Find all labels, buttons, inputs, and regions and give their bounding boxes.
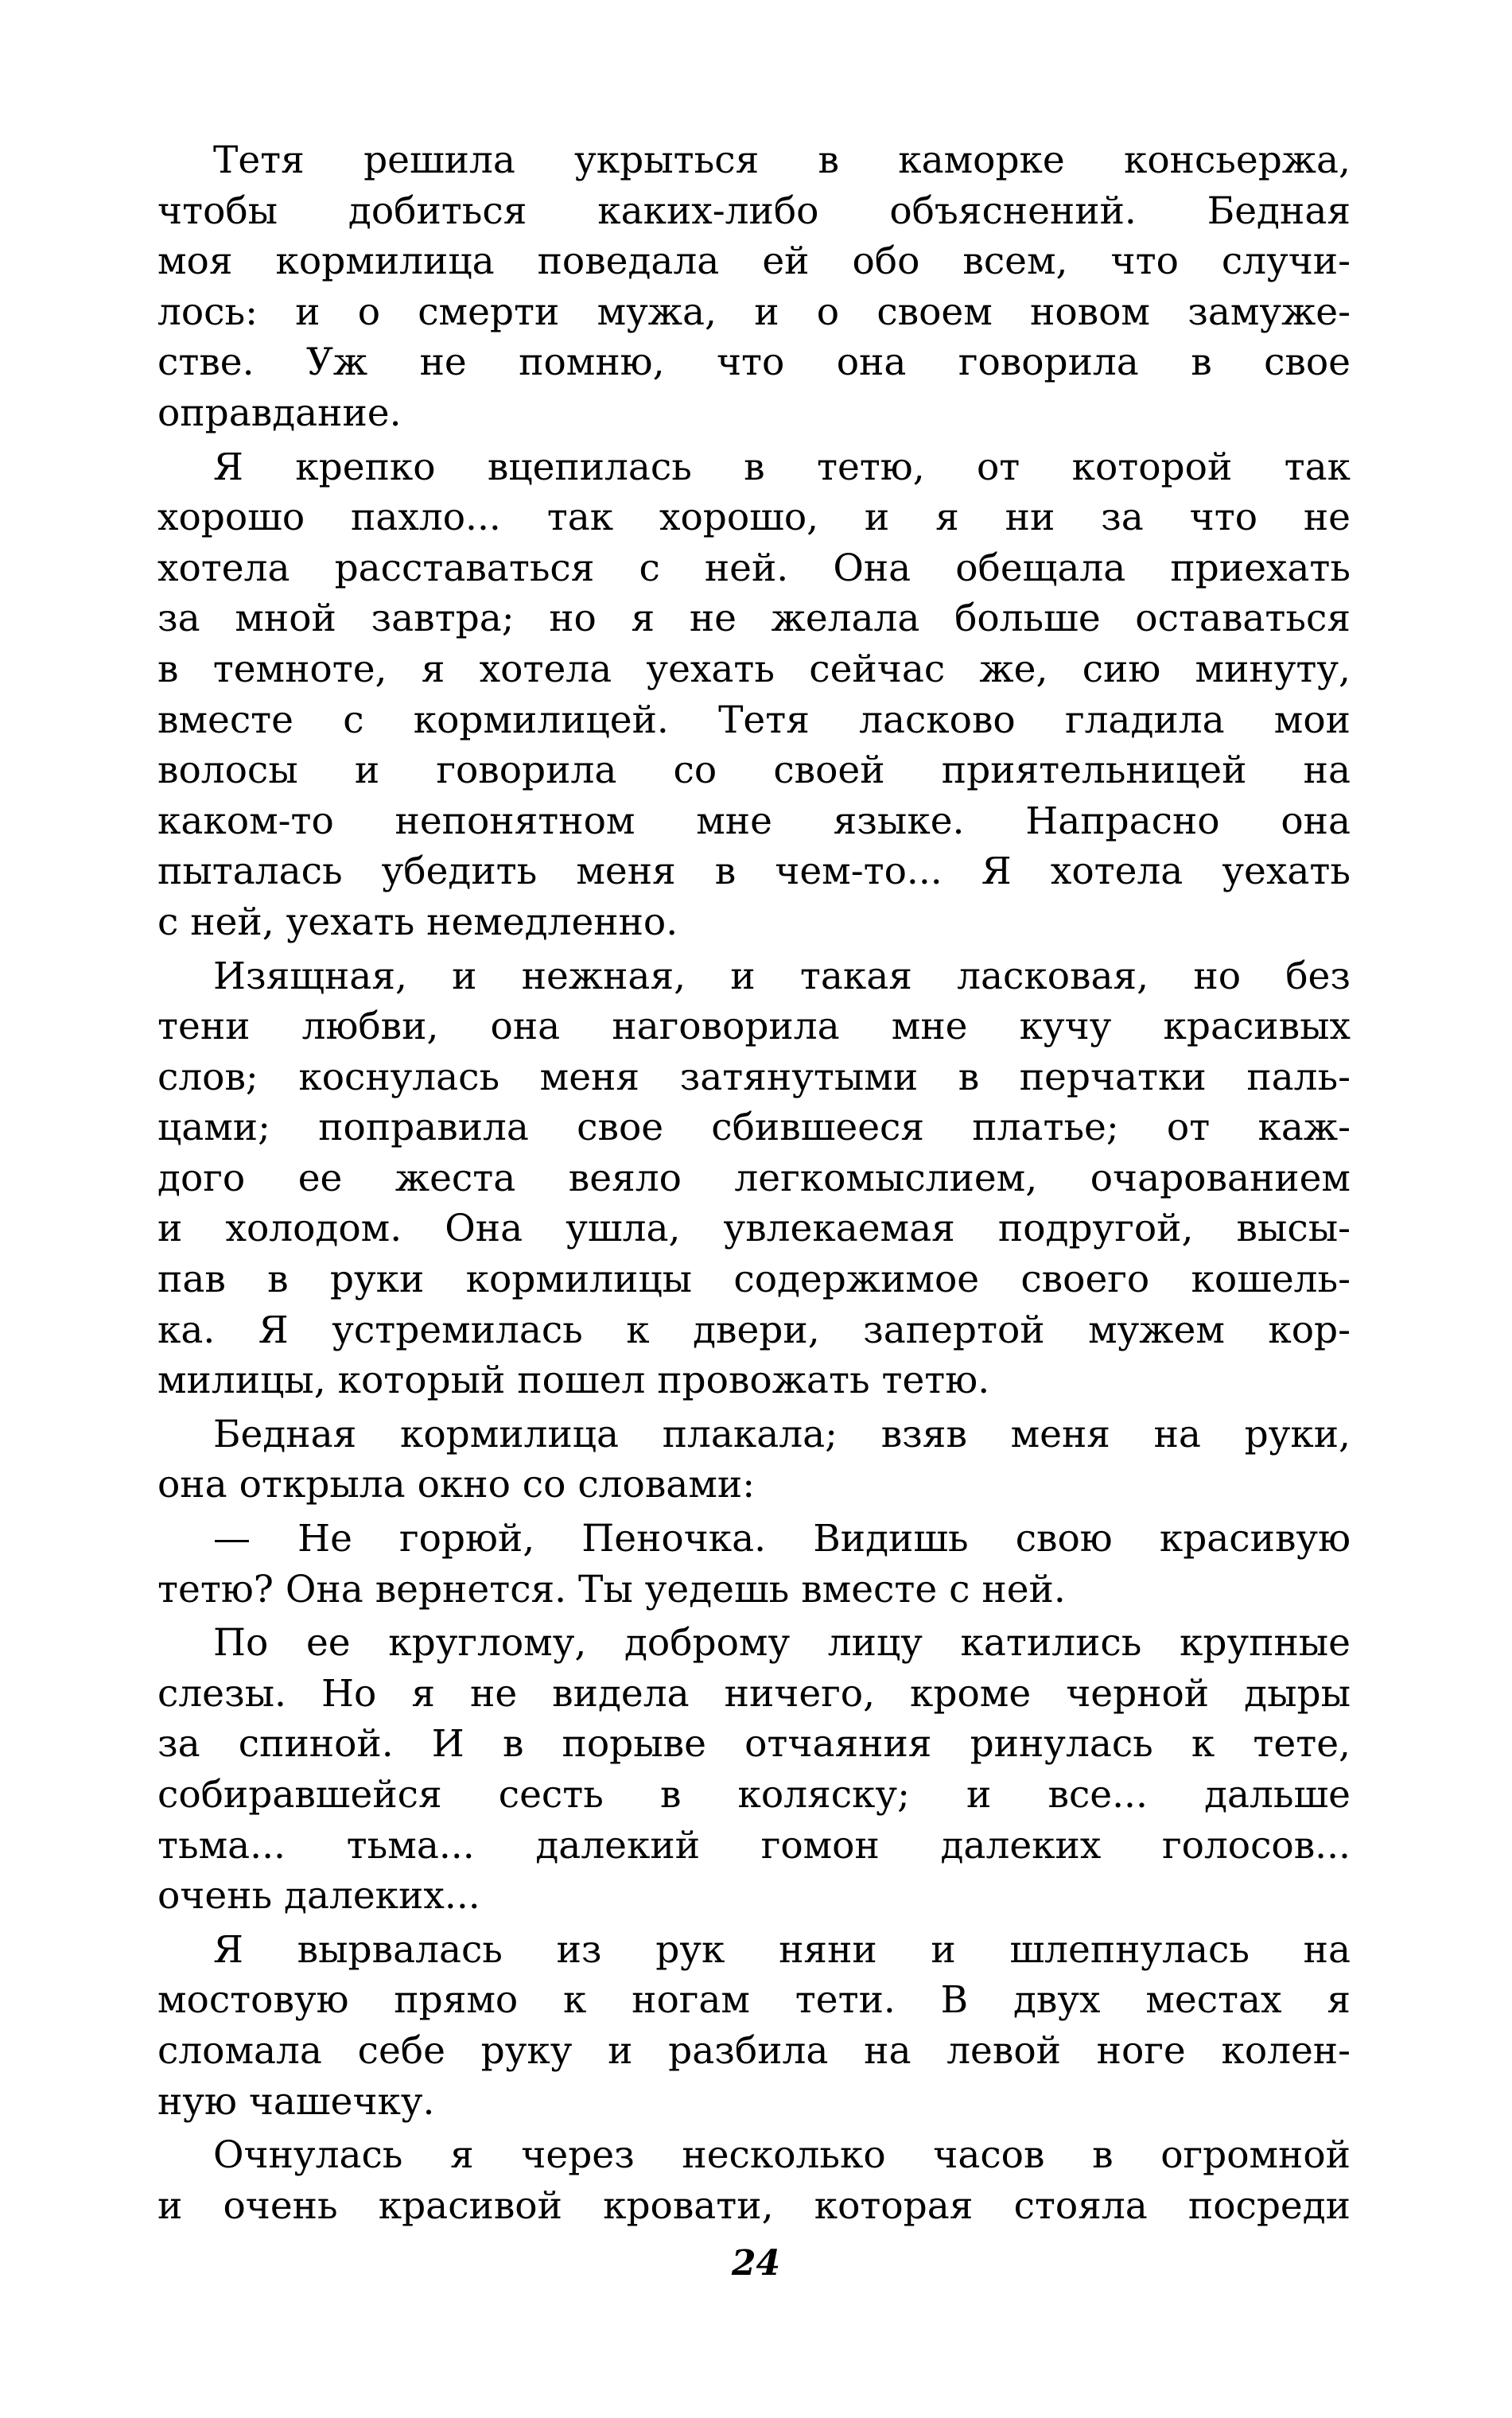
paragraph-1	[157, 135, 1351, 439]
text-line: мостовую прямо к ногам тети. В двух местах я	[157, 1978, 1351, 2023]
text-line: — Не горюй, Пеночка. Видишь свою красивую	[213, 1517, 1351, 1561]
text-line: По ее круглому, доброму лицу катились крупные	[213, 1621, 1351, 1666]
text-line: и очень красивой кровати, которая стояла посреди	[157, 2183, 1351, 2228]
text-line: собиравшейся сесть в коляску; и все... дальше	[157, 1773, 1351, 1817]
text-line: Тетя решила укрыться в каморке консьержа,	[213, 138, 1351, 182]
text-line: в темноте, я хотела уехать сейчас же, сию минуту,	[157, 647, 1351, 691]
text-line: с ней, уехать немедленно.	[157, 900, 678, 944]
text-line: очень далеких...	[157, 1874, 480, 1918]
text-line: она открыла окно со словами:	[157, 1463, 756, 1507]
text-line: за спиной. И в порыве отчаяния ринулась к тете,	[157, 1722, 1351, 1767]
text-line: волосы и говорила со своей приятельницей на	[157, 748, 1351, 793]
text-line: тетю? Она вернется. Ты уедешь вместе с ней.	[157, 1567, 1066, 1611]
text-line: каком-то непонятном мне языке. Напрасно она	[157, 799, 1351, 843]
text-line: ка. Я устремилась к двери, запертой мужем кор-	[157, 1308, 1351, 1352]
text-line: дого ее жеста веяло легкомыслием, очарованием	[157, 1156, 1351, 1200]
page-number: 24	[731, 2243, 781, 2284]
text-line: тени любви, она наговорила мне кучу красивых	[157, 1005, 1351, 1049]
text-line: хорошо пахло... так хорошо, и я ни за что не	[157, 496, 1351, 540]
text-line: Изящная, и нежная, и такая ласковая, но без	[213, 954, 1351, 998]
paragraph-3	[157, 951, 1351, 1406]
text-line: стве. Уж не помню, что она говорила в свое	[157, 340, 1351, 385]
text-line: Очнулась я через несколько часов в огромной	[213, 2133, 1351, 2178]
text-line: цами; поправила свое сбившееся платье; от каж-	[157, 1106, 1351, 1150]
text-line: слов; коснулась меня затянутыми в перчатки паль-	[157, 1055, 1351, 1099]
paragraph-6	[157, 1618, 1351, 1922]
text-line: чтобы добиться каких-либо объяснений. Бедная	[157, 189, 1351, 233]
text-line: моя кормилица поведала ей обо всем, что случи-	[157, 239, 1351, 284]
text-line: вместе с кормилицей. Тетя ласково гладила мои	[157, 698, 1351, 742]
text-line: за мной завтра; но я не желала больше оставаться	[157, 597, 1351, 641]
text-line: ную чашечку.	[157, 2079, 435, 2124]
paragraph-2	[157, 442, 1351, 948]
text-line: слезы. Но я не видела ничего, кроме черной дыры	[157, 1671, 1351, 1716]
text-line: Бедная кормилица плакала; взяв меня на руки,	[213, 1412, 1351, 1456]
text-line: тьма... тьма... далекий гомон далеких голосов...	[157, 1823, 1351, 1868]
text-line: лось: и о смерти мужа, и о своем новом замуже-	[157, 290, 1351, 334]
paragraph-5-dialogue	[157, 1514, 1351, 1615]
paragraph-4	[157, 1409, 1351, 1510]
body-text	[157, 135, 1351, 2231]
text-line: Я вырвалась из рук няни и шлепнулась на	[213, 1927, 1351, 1972]
text-line: Я крепко вцепилась в тетю, от которой так	[213, 445, 1351, 489]
text-line: милицы, который пошел провожать тетю.	[157, 1359, 990, 1403]
paragraph-7	[157, 1925, 1351, 2127]
text-line: пав в руки кормилицы содержимое своего кошель-	[157, 1258, 1351, 1302]
paragraph-8	[157, 2130, 1351, 2231]
text-line: пыталась убедить меня в чем-то... Я хотела уехать	[157, 849, 1351, 894]
text-line: сломала себе руку и разбила на левой ноге колен-	[157, 2028, 1351, 2073]
text-line: хотела расставаться с ней. Она обещала приехать	[157, 546, 1351, 590]
text-line: и холодом. Она ушла, увлекаемая подругой, высы-	[157, 1207, 1351, 1251]
text-line: оправдание.	[157, 391, 402, 435]
